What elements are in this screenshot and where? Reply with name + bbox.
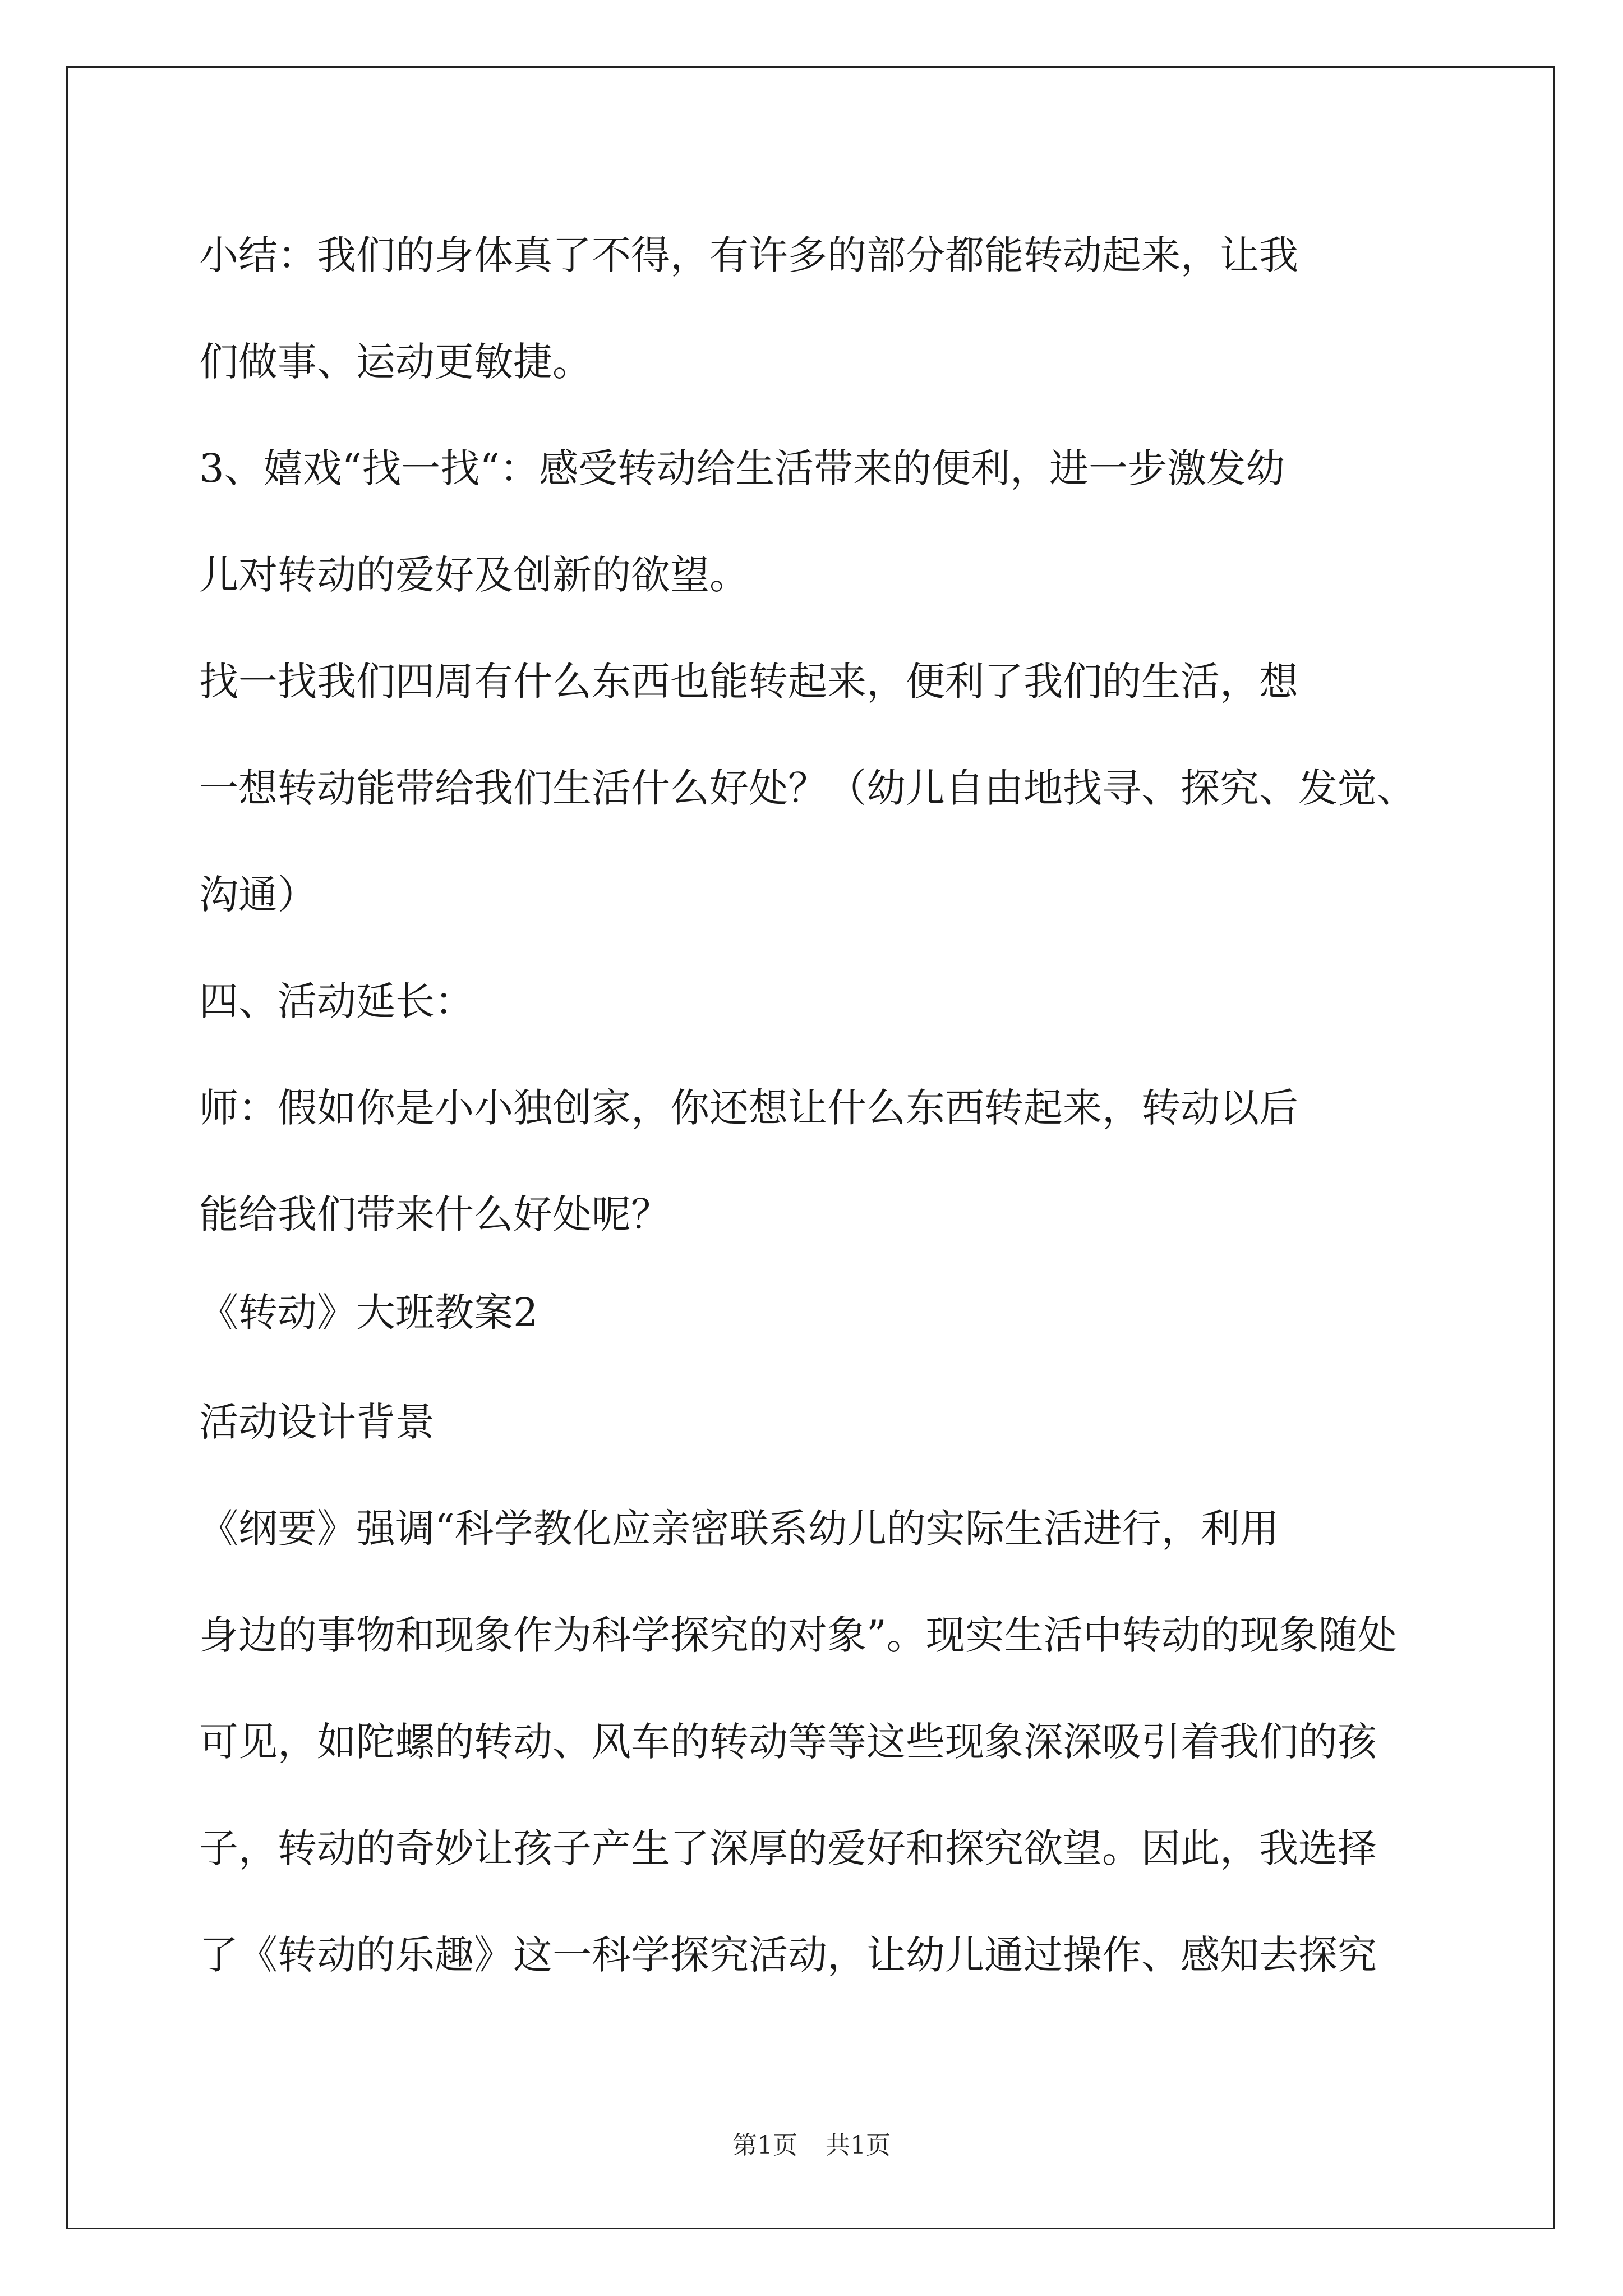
page-total: 共1页: [826, 2131, 891, 2160]
paragraph-line: 师：假如你是小小独创家，你还想让什么东西转起来，转动以后: [199, 1085, 1298, 1131]
page-number: 第1页: [732, 2131, 797, 2160]
paragraph-line: 四、活动延长：: [199, 978, 474, 1024]
paragraph-line: 们做事、运动更敏捷。: [199, 339, 592, 385]
paragraph-line: 沟通）: [199, 872, 317, 918]
paragraph-line: 身边的事物和现象作为科学探究的对象”。现实生活中转动的现象随处: [199, 1612, 1397, 1658]
paragraph-line: 可见，如陀螺的转动、风车的转动等等这些现象深深吸引着我们的孩: [199, 1719, 1377, 1765]
paragraph-line: 小结：我们的身体真了不得，有许多的部分都能转动起来，让我: [199, 232, 1298, 278]
paragraph-line: 一想转动能带给我们生活什么好处？（幼儿自由地找寻、探究、发觉、: [199, 765, 1416, 811]
page-footer: [0, 2129, 1623, 2162]
paragraph-line: 子，转动的奇妙让孩子产生了深厚的爱好和探究欲望。因此，我选择: [199, 1825, 1377, 1871]
paragraph-line: 能给我们带来什么好处呢？: [199, 1191, 670, 1237]
paragraph-line: 儿对转动的爱好及创新的欲望。: [199, 552, 749, 598]
section-heading: 《转动》大班教案2: [199, 1290, 538, 1336]
paragraph-line: 3、嬉戏“找一找“：感受转动给生活带来的便利，进一步激发幼: [199, 445, 1285, 491]
paragraph-line: 活动设计背景: [199, 1399, 435, 1445]
paragraph-line: 了《转动的乐趣》这一科学探究活动，让幼儿通过操作、感知去探究: [199, 1932, 1377, 1978]
paragraph-line: 《纲要》强调“科学教化应亲密联系幼儿的实际生活进行，利用: [199, 1506, 1279, 1552]
paragraph-line: 找一找我们四周有什么东西也能转起来，便利了我们的生活，想: [199, 659, 1298, 705]
